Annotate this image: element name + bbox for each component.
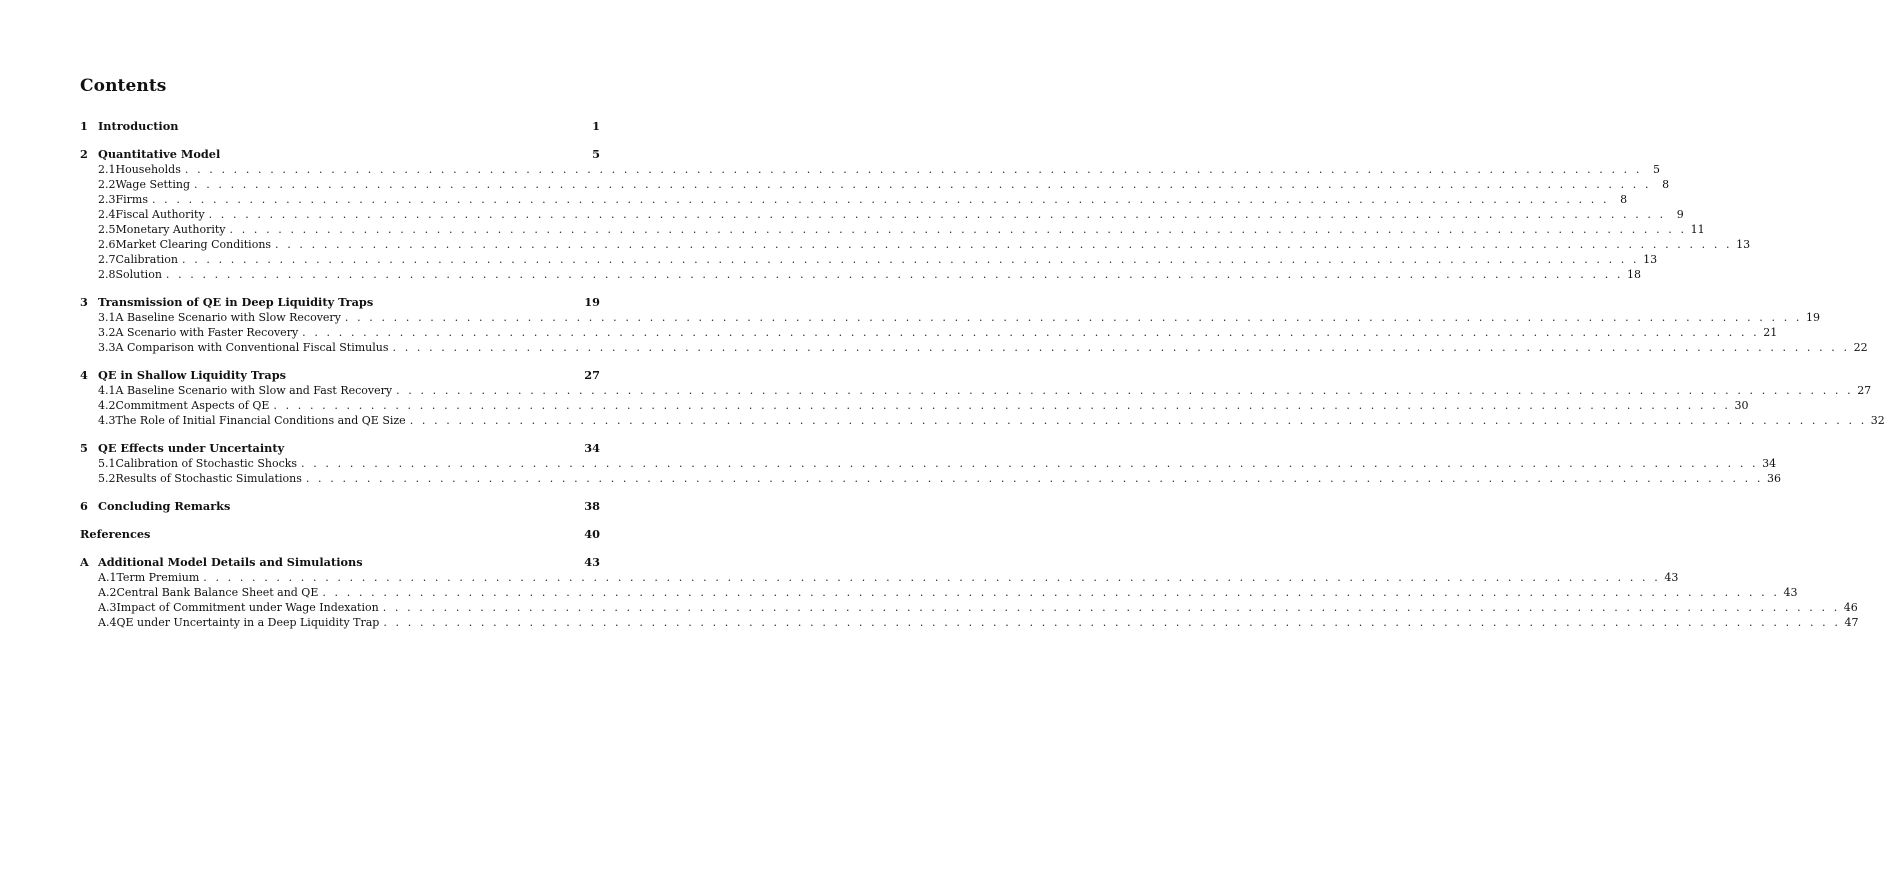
page-number: 30 bbox=[1734, 399, 1749, 412]
toc-entry-subsection[interactable] bbox=[80, 222, 1705, 237]
subsection-title: Impact of Commitment under Wage Indexation bbox=[116, 601, 379, 614]
subsection-number: 2.8 bbox=[98, 268, 116, 281]
toc-section bbox=[80, 146, 1751, 282]
subsection-number: 5.1 bbox=[98, 457, 116, 470]
section-number: 4 bbox=[80, 368, 88, 382]
page-number: 34 bbox=[584, 441, 600, 455]
dot-leader: . . . . . . . . . . . . . . . . . . . . . . . . . . . . . . . . . . . . . . . . . . . . . . . . . . . . . . . . . . . . . . . . . . . . . . . . . . . . . . . . . . . . . . . . . . . . . . . . . . . . . . . . . . . . . . . . . . . . . . . . bbox=[322, 586, 1780, 599]
subsection-number: 4.1 bbox=[98, 384, 116, 397]
subsection-number: 5.2 bbox=[98, 472, 116, 485]
page-number: 5 bbox=[592, 147, 600, 161]
toc-entry-section[interactable] bbox=[80, 440, 600, 456]
page-number: 13 bbox=[1736, 238, 1751, 251]
subsection-title: QE under Uncertainty in a Deep Liquidity Trap bbox=[116, 616, 380, 629]
dot-leader: . . . . . . . . . . . . . . . . . . . . . . . . . . . . . . . . . . . . . . . . . . . . . . . . . . . . . . . . . . . . . . . . . . . . . . . . . . . . . . . . . . . . . . . . . . . . . . . . . . . . . . . . . . . . . . . . . . . . . . . . bbox=[305, 472, 1763, 485]
dot-leader: . . . . . . . . . . . . . . . . . . . . . . . . . . . . . . . . . . . . . . . . . . . . . . . . . . . . . . . . . . . . . . . . . . . . . . . . . . . . . . . . . . . . . . . . . . . . . . . . . . . . . . . . . . . . . . . . . . . . . . . . bbox=[301, 457, 1759, 470]
section-title: Transmission of QE in Deep Liquidity Traps bbox=[98, 295, 374, 309]
subsection-title: Monetary Authority bbox=[115, 223, 226, 236]
subsection-number: 2.7 bbox=[98, 253, 116, 266]
subsection-title: Solution bbox=[115, 268, 162, 281]
section-title: QE in Shallow Liquidity Traps bbox=[98, 368, 286, 382]
toc-entry-section[interactable] bbox=[80, 498, 600, 514]
subsection-number: 4.2 bbox=[98, 399, 116, 412]
toc-section bbox=[80, 526, 600, 542]
toc-entry-section[interactable] bbox=[80, 118, 600, 134]
dot-leader: . . . . . . . . . . . . . . . . . . . . . . . . . . . . . . . . . . . . . . . . . . . . . . . . . . . . . . . . . . . . . . . . . . . . . . . . . . . . . . . . . . . . . . . . . . . . . . . . . . . . . . . . . . . . . . . . . . . . . . . . bbox=[208, 208, 1666, 221]
subsection-number: 3.2 bbox=[98, 326, 116, 339]
toc-entry-subsection[interactable] bbox=[80, 570, 1679, 585]
subsection-number: A.2 bbox=[98, 586, 117, 599]
section-number: 1 bbox=[80, 119, 88, 133]
subsection-title: A Baseline Scenario with Slow and Fast Recovery bbox=[115, 384, 393, 397]
toc-entry-subsection[interactable] bbox=[80, 398, 1749, 413]
toc-entry-section[interactable] bbox=[80, 146, 600, 162]
subsection-number: 2.1 bbox=[98, 163, 116, 176]
toc-entry-subsection[interactable] bbox=[80, 383, 1872, 398]
section-number: 2 bbox=[80, 147, 88, 161]
subsection-title: Households bbox=[115, 163, 181, 176]
page-number: 34 bbox=[1762, 457, 1777, 470]
toc-entry-subsection[interactable] bbox=[80, 471, 1781, 486]
dot-leader: . . . . . . . . . . . . . . . . . . . . . . . . . . . . . . . . . . . . . . . . . . . . . . . . . . . . . . . . . . . . . . . . . . . . . . . . . . . . . . . . . . . . . . . . . . . . . . . . . . . . . . . . . . . . . . . . . . . . . . . . bbox=[344, 311, 1802, 324]
subsection-title: Calibration of Stochastic Shocks bbox=[115, 457, 298, 470]
toc-entry-section[interactable] bbox=[80, 526, 600, 542]
page-number: 27 bbox=[1857, 384, 1872, 397]
subsection-number: 3.3 bbox=[98, 341, 116, 354]
page-number: 36 bbox=[1766, 472, 1781, 485]
subsection-title: Results of Stochastic Simulations bbox=[115, 472, 302, 485]
page-number: 46 bbox=[1843, 601, 1858, 614]
section-title: References bbox=[80, 527, 151, 541]
page-number: 22 bbox=[1853, 341, 1868, 354]
toc-section bbox=[80, 367, 1885, 428]
dot-leader: . . . . . . . . . . . . . . . . . . . . . . . . . . . . . . . . . . . . . . . . . . . . . . . . . . . . . . . . . . . . . . . . . . . . . . . . . . . . . . . . . . . . . . . . . . . . . . . . . . . . . . . . . . . . . . . . . . . . . . . . bbox=[302, 326, 1760, 339]
toc-entry-subsection[interactable] bbox=[80, 207, 1684, 222]
toc-section bbox=[80, 440, 1781, 486]
subsection-title: Fiscal Authority bbox=[115, 208, 205, 221]
toc-entry-subsection[interactable] bbox=[80, 585, 1798, 600]
table-of-contents bbox=[80, 106, 1885, 630]
toc-entry-subsection[interactable] bbox=[80, 600, 1858, 615]
toc-entry-section[interactable] bbox=[80, 294, 600, 310]
toc-entry-subsection[interactable] bbox=[80, 413, 1885, 428]
toc-entry-subsection[interactable] bbox=[80, 177, 1670, 192]
subsection-number: 3.1 bbox=[98, 311, 116, 324]
subsection-number: 4.3 bbox=[98, 414, 116, 427]
subsection-number: A.4 bbox=[98, 616, 117, 629]
section-title: Introduction bbox=[98, 119, 179, 133]
toc-entry-subsection[interactable] bbox=[80, 237, 1751, 252]
contents-heading: Contents bbox=[80, 76, 167, 96]
subsection-number: 2.4 bbox=[98, 208, 116, 221]
section-title: Quantitative Model bbox=[98, 147, 221, 161]
section-title: Concluding Remarks bbox=[98, 499, 231, 513]
section-number: 3 bbox=[80, 295, 88, 309]
page-number: 38 bbox=[584, 499, 600, 513]
toc-entry-subsection[interactable] bbox=[80, 310, 1820, 325]
dot-leader: . . . . . . . . . . . . . . . . . . . . . . . . . . . . . . . . . . . . . . . . . . . . . . . . . . . . . . . . . . . . . . . . . . . . . . . . . . . . . . . . . . . . . . . . . . . . . . . . . . . . . . . . . . . . . . . . . . . . . . . . bbox=[165, 268, 1623, 281]
section-number: 5 bbox=[80, 441, 88, 455]
dot-leader: . . . . . . . . . . . . . . . . . . . . . . . . . . . . . . . . . . . . . . . . . . . . . . . . . . . . . . . . . . . . . . . . . . . . . . . . . . . . . . . . . . . . . . . . . . . . . . . . . . . . . . . . . . . . . . . . . . . . . . . . bbox=[396, 384, 1854, 397]
toc-entry-subsection[interactable] bbox=[80, 252, 1658, 267]
dot-leader: . . . . . . . . . . . . . . . . . . . . . . . . . . . . . . . . . . . . . . . . . . . . . . . . . . . . . . . . . . . . . . . . . . . . . . . . . . . . . . . . . . . . . . . . . . . . . . . . . . . . . . . . . . . . . . . . . . . . . . . . bbox=[409, 414, 1867, 427]
toc-section bbox=[80, 498, 600, 514]
subsection-title: Calibration bbox=[115, 253, 179, 266]
subsection-title: A Scenario with Faster Recovery bbox=[115, 326, 299, 339]
page-number: 19 bbox=[584, 295, 600, 309]
page-number: 21 bbox=[1763, 326, 1778, 339]
page-number: 11 bbox=[1690, 223, 1705, 236]
section-number: A bbox=[80, 555, 89, 569]
page-number: 8 bbox=[1620, 193, 1628, 206]
subsection-number: A.1 bbox=[98, 571, 117, 584]
section-title: Additional Model Details and Simulations bbox=[98, 555, 363, 569]
dot-leader: . . . . . . . . . . . . . . . . . . . . . . . . . . . . . . . . . . . . . . . . . . . . . . . . . . . . . . . . . . . . . . . . . . . . . . . . . . . . . . . . . . . . . . . . . . . . . . . . . . . . . . . . . . . . . . . . . . . . . . . . bbox=[392, 341, 1850, 354]
subsection-number: 2.2 bbox=[98, 178, 116, 191]
page-number: 43 bbox=[1783, 586, 1798, 599]
subsection-number: 2.5 bbox=[98, 223, 116, 236]
toc-section bbox=[80, 118, 600, 134]
subsection-title: The Role of Initial Financial Conditions and QE Size bbox=[115, 414, 406, 427]
toc-entry-subsection[interactable] bbox=[80, 192, 1628, 207]
page-number: 47 bbox=[1844, 616, 1859, 629]
dot-leader: . . . . . . . . . . . . . . . . . . . . . . . . . . . . . . . . . . . . . . . . . . . . . . . . . . . . . . . . . . . . . . . . . . . . . . . . . . . . . . . . . . . . . . . . . . . . . . . . . . . . . . . . . . . . . . . . . . . . . . . . bbox=[182, 253, 1640, 266]
page-number: 18 bbox=[1627, 268, 1641, 281]
page-number: 5 bbox=[1652, 163, 1660, 176]
toc-entry-section[interactable] bbox=[80, 554, 600, 570]
page-number: 9 bbox=[1676, 208, 1684, 221]
subsection-title: Central Bank Balance Sheet and QE bbox=[116, 586, 319, 599]
dot-leader: . . . . . . . . . . . . . . . . . . . . . . . . . . . . . . . . . . . . . . . . . . . . . . . . . . . . . . . . . . . . . . . . . . . . . . . . . . . . . . . . . . . . . . . . . . . . . . . . . . . . . . . . . . . . . . . . . . . . . . . . bbox=[275, 238, 1733, 251]
subsection-number: 2.3 bbox=[98, 193, 116, 206]
subsection-title: A Comparison with Conventional Fiscal Stimulus bbox=[115, 341, 389, 354]
dot-leader: . . . . . . . . . . . . . . . . . . . . . . . . . . . . . . . . . . . . . . . . . . . . . . . . . . . . . . . . . . . . . . . . . . . . . . . . . . . . . . . . . . . . . . . . . . . . . . . . . . . . . . . . . . . . . . . . . . . . . . . . bbox=[382, 601, 1840, 614]
toc-entry-subsection[interactable] bbox=[80, 340, 1868, 355]
subsection-title: Term Premium bbox=[116, 571, 200, 584]
dot-leader: . . . . . . . . . . . . . . . . . . . . . . . . . . . . . . . . . . . . . . . . . . . . . . . . . . . . . . . . . . . . . . . . . . . . . . . . . . . . . . . . . . . . . . . . . . . . . . . . . . . . . . . . . . . . . . . . . . . . . . . . bbox=[229, 223, 1687, 236]
dot-leader: . . . . . . . . . . . . . . . . . . . . . . . . . . . . . . . . . . . . . . . . . . . . . . . . . . . . . . . . . . . . . . . . . . . . . . . . . . . . . . . . . . . . . . . . . . . . . . . . . . . . . . . . . . . . . . . . . . . . . . . . bbox=[151, 193, 1610, 206]
dot-leader: . . . . . . . . . . . . . . . . . . . . . . . . . . . . . . . . . . . . . . . . . . . . . . . . . . . . . . . . . . . . . . . . . . . . . . . . . . . . . . . . . . . . . . . . . . . . . . . . . . . . . . . . . . . . . . . . . . . . . . . . bbox=[203, 571, 1661, 584]
page-number: 43 bbox=[584, 555, 600, 569]
page-number: 32 bbox=[1870, 414, 1885, 427]
toc-entry-subsection[interactable] bbox=[80, 325, 1778, 340]
subsection-number: A.3 bbox=[98, 601, 117, 614]
page-number: 1 bbox=[592, 119, 600, 133]
toc-entry-subsection[interactable] bbox=[80, 456, 1777, 471]
toc-entry-subsection[interactable] bbox=[80, 267, 1641, 282]
page-number: 40 bbox=[584, 527, 600, 541]
page-number: 27 bbox=[584, 368, 600, 382]
page-number: 43 bbox=[1664, 571, 1679, 584]
dot-leader: . . . . . . . . . . . . . . . . . . . . . . . . . . . . . . . . . . . . . . . . . . . . . . . . . . . . . . . . . . . . . . . . . . . . . . . . . . . . . . . . . . . . . . . . . . . . . . . . . . . . . . . . . . . . . . . . . . . . . . . . bbox=[194, 178, 1652, 191]
toc-entry-subsection[interactable] bbox=[80, 615, 1859, 630]
page-number: 19 bbox=[1806, 311, 1820, 324]
toc-entry-subsection[interactable] bbox=[80, 162, 1660, 177]
subsection-title: Wage Setting bbox=[115, 178, 190, 191]
subsection-title: Commitment Aspects of QE bbox=[115, 399, 270, 412]
toc-section bbox=[80, 554, 1859, 630]
dot-leader: . . . . . . . . . . . . . . . . . . . . . . . . . . . . . . . . . . . . . . . . . . . . . . . . . . . . . . . . . . . . . . . . . . . . . . . . . . . . . . . . . . . . . . . . . . . . . . . . . . . . . . . . . . . . . . . . . . . . . . . . bbox=[184, 163, 1642, 176]
dot-leader: . . . . . . . . . . . . . . . . . . . . . . . . . . . . . . . . . . . . . . . . . . . . . . . . . . . . . . . . . . . . . . . . . . . . . . . . . . . . . . . . . . . . . . . . . . . . . . . . . . . . . . . . . . . . . . . . . . . . . . . . bbox=[383, 616, 1841, 629]
toc-entry-section[interactable] bbox=[80, 367, 600, 383]
page-number: 8 bbox=[1662, 178, 1670, 191]
page-number: 13 bbox=[1643, 253, 1658, 266]
section-number: 6 bbox=[80, 499, 88, 513]
subsection-title: Market Clearing Conditions bbox=[115, 238, 272, 251]
dot-leader: . . . . . . . . . . . . . . . . . . . . . . . . . . . . . . . . . . . . . . . . . . . . . . . . . . . . . . . . . . . . . . . . . . . . . . . . . . . . . . . . . . . . . . . . . . . . . . . . . . . . . . . . . . . . . . . . . . . . . . . . bbox=[273, 399, 1731, 412]
subsection-title: A Baseline Scenario with Slow Recovery bbox=[115, 311, 341, 324]
subsection-title: Firms bbox=[115, 193, 148, 206]
subsection-number: 2.6 bbox=[98, 238, 116, 251]
section-title: QE Effects under Uncertainty bbox=[98, 441, 285, 455]
toc-section bbox=[80, 294, 1868, 355]
